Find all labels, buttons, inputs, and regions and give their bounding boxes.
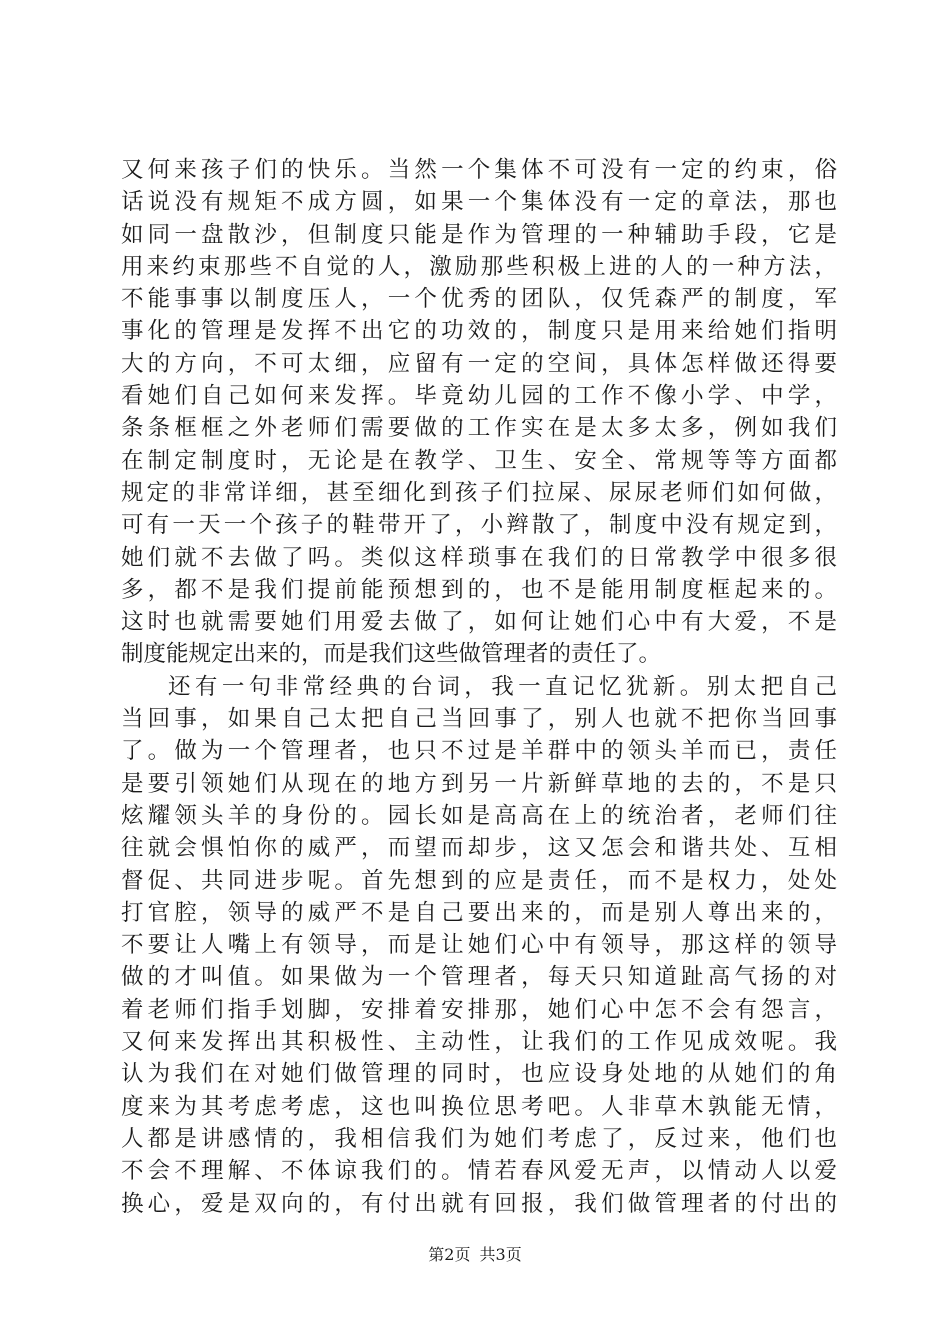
text-line: 如同一盘散沙，但制度只能是作为管理的一种辅助手段，它是 [121, 221, 837, 248]
paragraph-1 [121, 154, 837, 671]
text-line: 看她们自己如何来发挥。毕竟幼儿园的工作不像小学、中学， [121, 383, 837, 410]
text-line: 人都是讲感情的，我相信我们为她们考虑了，反过来，他们也 [121, 1125, 837, 1152]
text-line: 事化的管理是发挥不出它的功效的，制度只是用来给她们指明 [121, 318, 837, 345]
text-line: 是要引领她们从现在的地方到另一片新鲜草地的去的，不是只 [121, 770, 837, 797]
paragraph-2 [121, 671, 837, 1220]
text-line: 她们就不去做了吗。类似这样琐事在我们的日常教学中很多很 [121, 544, 837, 571]
text-line: 不会不理解、不体谅我们的。情若春风爱无声，以情动人以爱 [121, 1158, 837, 1185]
page-total: 共3页 [479, 1245, 522, 1264]
text-line: 这时也就需要她们用爱去做了，如何让她们心中有大爱，不是 [121, 609, 837, 636]
text-line: 不要让人嘴上有领导，而是让她们心中有领导，那这样的领导 [121, 932, 837, 959]
text-line: 当回事，如果自己太把自己当回事了，别人也就不把你当回事 [121, 706, 837, 733]
text-line: 多，都不是我们提前能预想到的，也不是能用制度框起来的。 [121, 576, 837, 603]
page-footer [0, 1244, 950, 1266]
text-line: 在制定制度时，无论是在教学、卫生、安全、常规等等方面都 [121, 447, 837, 474]
body-text [121, 154, 837, 1220]
text-line: 话说没有规矩不成方圆，如果一个集体没有一定的章法，那也 [121, 189, 837, 216]
text-line: 又何来孩子们的快乐。当然一个集体不可没有一定的约束，俗 [121, 157, 837, 183]
text-line: 做的才叫值。如果做为一个管理者，每天只知道趾高气扬的对 [121, 964, 837, 991]
text-line: 了。做为一个管理者，也只不过是羊群中的领头羊而已，责任 [121, 738, 837, 765]
text-line: 制度能规定出来的，而是我们这些做管理者的责任了。 [121, 641, 662, 668]
text-line: 度来为其考虑考虑，这也叫换位思考吧。人非草木孰能无情， [121, 1093, 837, 1120]
text-line: 不能事事以制度压人，一个优秀的团队，仅凭森严的制度，军 [121, 286, 837, 313]
page-number: 第2页 [428, 1245, 471, 1264]
text-line: 认为我们在对她们做管理的同时，也应设身处地的从她们的角 [121, 1061, 837, 1088]
text-line: 炫耀领头羊的身份的。园长如是高高在上的统治者，老师们往 [121, 802, 837, 829]
text-line: 打官腔，领导的威严不是自己要出来的，而是别人尊出来的， [121, 899, 837, 926]
text-line: 督促、共同进步呢。首先想到的应是责任，而不是权力，处处 [121, 867, 837, 894]
text-line: 大的方向，不可太细，应留有一定的空间，具体怎样做还得要 [121, 350, 837, 377]
text-line: 往就会惧怕你的威严，而望而却步，这又怎会和谐共处、互相 [121, 835, 837, 862]
text-line: 用来约束那些不自觉的人，激励那些积极上进的人的一种方法， [121, 253, 837, 280]
text-line: 条条框框之外老师们需要做的工作实在是太多太多，例如我们 [121, 415, 837, 442]
text-line: 可有一天一个孩子的鞋带开了，小辫散了，制度中没有规定到， [121, 512, 837, 539]
text-line: 又何来发挥出其积极性、主动性，让我们的工作见成效呢。我 [121, 1029, 837, 1056]
text-line: 着老师们指手划脚，安排着安排那，她们心中怎不会有怨言， [121, 996, 837, 1023]
text-line: 换心，爱是双向的，有付出就有回报，我们做管理者的付出的 [121, 1190, 837, 1217]
text-line: 还有一句非常经典的台词，我一直记忆犹新。别太把自己 [168, 673, 837, 700]
text-line: 规定的非常详细，甚至细化到孩子们拉屎、尿尿老师们如何做， [121, 479, 837, 506]
